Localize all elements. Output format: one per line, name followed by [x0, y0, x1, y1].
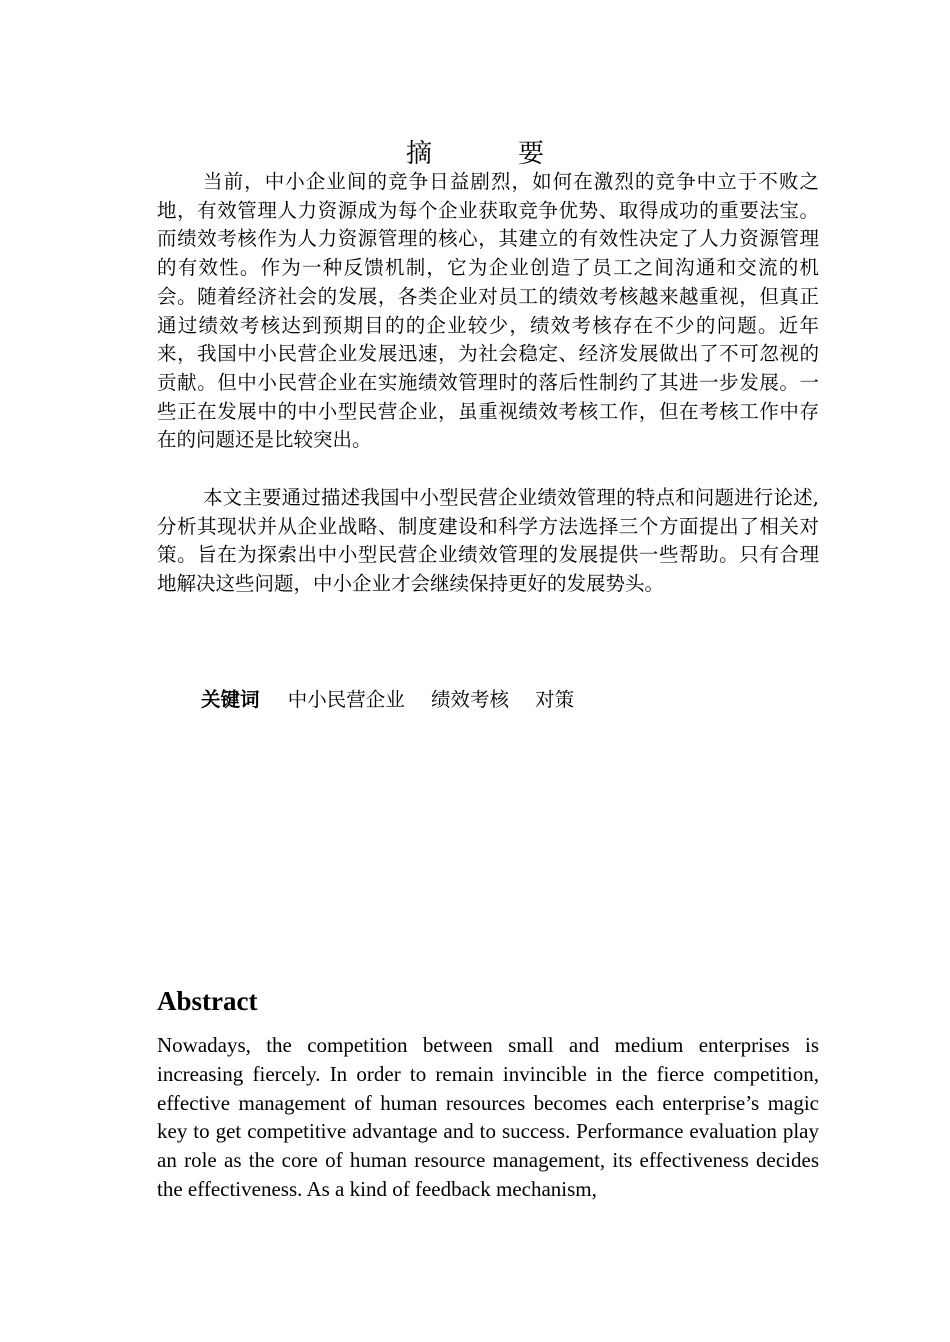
keyword-1: 中小民营企业 [287, 688, 405, 711]
keywords-label: 关键词 [201, 688, 260, 711]
chinese-abstract-paragraph-1: 当前，中小企业间的竞争日益剧烈，如何在激烈的竞争中立于不败之地，有效管理人力资源成为每个企业获取竞争优势、取得成功的重要法宝。而绩效考核作为人力资源管理的核心，其建立的有效性决定了人力资源管理的有效性。作为一种反馈机制，它为企业创造了员工之间沟通和交流的机会。随着经济社会的发展，各类企业对员工的绩效考核越来越重视，但真正通过绩效考核达到预期目的的企业较少，绩效考核存在不少的问题。近年来，我国中小民营企业发展迅速，为社会稳定、经济发展做出了不可忽视的贡献。但中小民营企业在实施绩效管理时的落后性制约了其进一步发展。一些正在发展中的中小型民营企业，虽重视绩效考核工作，但在考核工作中存在的问题还是比较突出。 [157, 170, 819, 452]
english-abstract-paragraph: Nowadays, the competition between small and medium enterprises is increasing fiercely. In order to remain invincible in the fierce competition, effective management of human resources becomes each enterprise’s magic key to get competitive advantage and to success. Performance evaluation play an role as the core of human resource management, its effectiveness decides the effectiveness. As a kind of feedback mechanism, [157, 1033, 819, 1201]
chinese-abstract-title: 摘 要 [405, 139, 574, 169]
keyword-3: 对策 [535, 688, 575, 711]
keyword-2: 绩效考核 [430, 688, 509, 711]
english-abstract-title: Abstract [157, 986, 258, 1016]
chinese-abstract-paragraph-2: 本文主要通过描述我国中小型民营企业绩效管理的特点和问题进行论述,分析其现状并从企业战略、制度建设和科学方法选择三个方面提出了相关对策。旨在为探索出中小型民营企业绩效管理的发展提供一些帮助。只有合理地解决这些问题，中小企业才会继续保持更好的发展势头。 [157, 486, 819, 596]
keywords-line [201, 686, 594, 714]
